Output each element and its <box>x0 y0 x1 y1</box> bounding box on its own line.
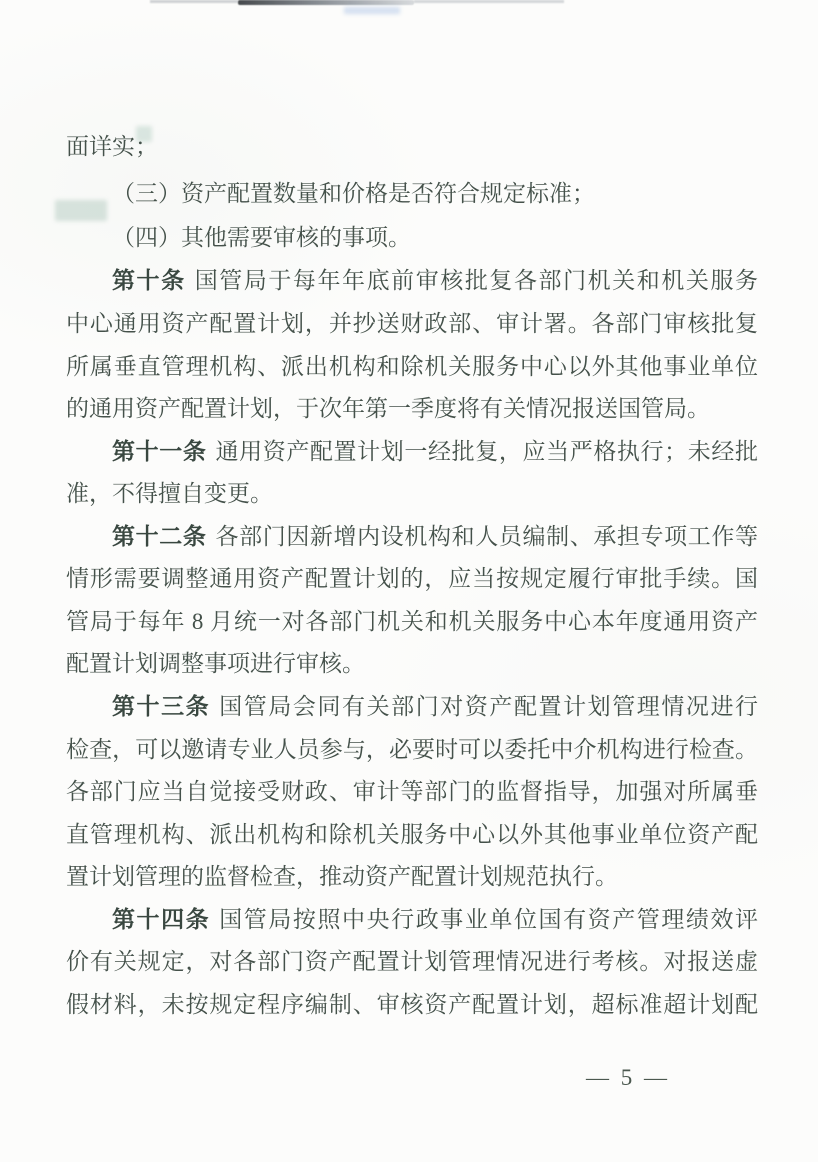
article-11-line <box>66 435 758 469</box>
text-line <box>66 307 758 341</box>
line-text: 中心通用资产配置计划，并抄送财政部、审计署。各部门审核批复 <box>66 311 758 336</box>
scan-artifact-blue-smudge <box>344 7 400 14</box>
line-text: 各部门应当自觉接受财政、审计等部门的监督指导，加强对所属垂 <box>66 779 758 804</box>
scan-artifact-dark-streak <box>238 0 414 5</box>
line-text: 通用资产配置计划一经批复，应当严格执行；未经批 <box>215 439 758 464</box>
line-text: 价有关规定，对各部门资产配置计划管理情况进行考核。对报送虚 <box>66 949 758 974</box>
line-text: 假材料，未按规定程序编制、审核资产配置计划，超标准超计划配 <box>66 992 758 1017</box>
list-item-3 <box>66 177 758 211</box>
text-line <box>66 733 758 767</box>
text-line <box>66 818 758 852</box>
article-number: 第十二条 <box>112 524 207 549</box>
text-line <box>66 945 758 979</box>
article-number: 第十一条 <box>112 439 207 464</box>
scan-artifact-streak <box>414 0 564 3</box>
line-text: 配置计划调整事项进行审核。 <box>66 651 365 676</box>
text-line <box>66 350 758 384</box>
line-text: （四）其他需要审核的事项。 <box>112 225 411 250</box>
line-text: 直管理机构、派出机构和除机关服务中心以外其他事业单位资产配 <box>66 822 758 847</box>
article-10-line <box>66 264 758 298</box>
line-text: 国管局会同有关部门对资产配置计划管理情况进行 <box>219 694 758 719</box>
line-text: 所属垂直管理机构、派出机构和除机关服务中心以外其他事业单位 <box>66 354 758 379</box>
line-text: 管局于每年 8 月统一对各部门机关和机关服务中心本年度通用资产 <box>66 609 758 634</box>
line-text: 置计划管理的监督检查，推动资产配置计划规范执行。 <box>66 864 618 889</box>
line-text: 面详实； <box>66 134 158 159</box>
article-number: 第十四条 <box>112 907 211 932</box>
line-text: （三）资产配置数量和价格是否符合规定标准； <box>112 181 595 206</box>
list-item-4 <box>66 221 758 255</box>
line-text: 准，不得擅自变更。 <box>66 481 273 506</box>
line-text: 的通用资产配置计划，于次年第一季度将有关情况报送国管局。 <box>66 396 710 421</box>
article-12-line <box>66 520 758 554</box>
article-number: 第十条 <box>112 268 186 293</box>
scan-artifact-streak <box>150 0 238 3</box>
text-line <box>66 647 758 681</box>
line-text: 检查，可以邀请专业人员参与，必要时可以委托中介机构进行检查。 <box>66 737 758 762</box>
text-line <box>66 477 758 511</box>
page-number: — 5 — <box>586 1065 670 1090</box>
line-text: 情形需要调整通用资产配置计划的，应当按规定履行审批手续。国 <box>66 566 758 591</box>
line-text: 国管局按照中央行政事业单位国有资产管理绩效评 <box>219 907 758 932</box>
article-14-line <box>66 903 758 937</box>
line-text: 各部门因新增内设机构和人员编制、承担专项工作等 <box>215 524 758 549</box>
text-line <box>66 860 758 894</box>
text-line <box>66 988 758 1022</box>
article-number: 第十三条 <box>112 694 211 719</box>
text-line <box>66 130 758 164</box>
line-text: 国管局于每年年底前审核批复各部门机关和机关服务 <box>194 268 758 293</box>
text-line <box>66 775 758 809</box>
text-line <box>66 562 758 596</box>
article-13-line <box>66 690 758 724</box>
text-line <box>66 605 758 639</box>
text-line <box>66 392 758 426</box>
